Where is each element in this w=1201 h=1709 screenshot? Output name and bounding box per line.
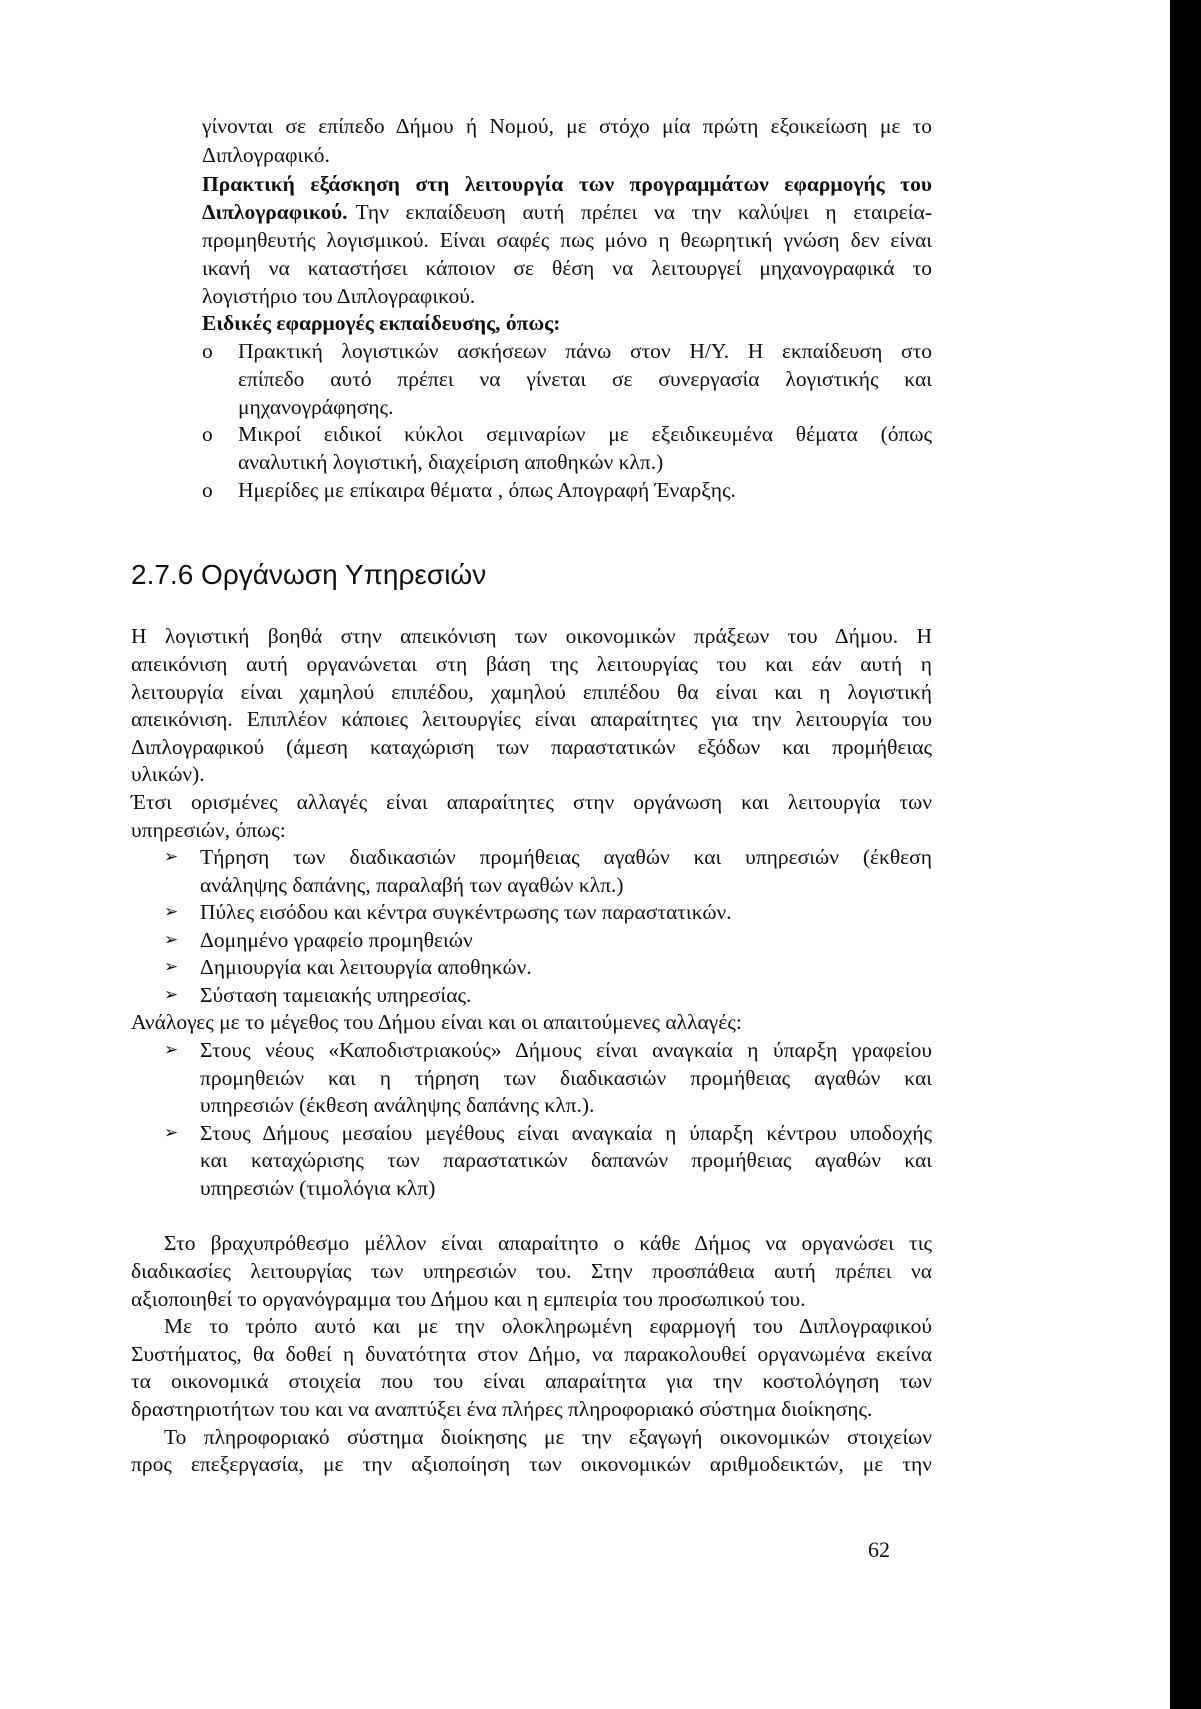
arrow-bullet-icon: ➢ <box>164 1123 179 1143</box>
bullet-text: Πρακτική λογιστικών ασκήσεων πάνω στον Η/Υ. Η εκπαίδευση στο <box>238 339 932 363</box>
arrow-bullet-icon: ➢ <box>164 847 179 867</box>
arrow-bullet-icon: ➢ <box>164 930 179 950</box>
text-line: λογιστήριο του Διπλογραφικού. <box>202 284 476 308</box>
text-line: τα οικονομικά στοιχεία που του είναι απαραίτητα για την κοστολόγηση των <box>131 1369 932 1393</box>
text-line: υπηρεσιών, όπως: <box>131 818 286 842</box>
text-line: Συστήματος, θα δοθεί η δυνατότητα στον Δήμο, να παρακολουθεί οργανωμένα εκείνα <box>131 1342 932 1366</box>
bullet-text: Σύσταση ταμειακής υπηρεσίας. <box>200 983 472 1007</box>
bullet-text: αναλυτική λογιστική, διαχείριση αποθηκών κλπ.) <box>238 450 664 474</box>
text-line: υλικών). <box>131 762 205 786</box>
section-heading: 2.7.6 Οργάνωση Υπηρεσιών <box>131 559 487 590</box>
bold-text-line: Πρακτική εξάσκηση στη λειτουργία των προγραμμάτων εφαρμογής του <box>202 172 932 196</box>
text-line: Έτσι ορισμένες αλλαγές είναι απαραίτητες στην οργάνωση και λειτουργία των <box>131 790 932 814</box>
text-line: Διπλογραφικού (άμεση καταχώριση των παραστατικών εξόδων και προμήθειας <box>131 735 932 759</box>
text-line: απεικόνιση. Επιπλέον κάποιες λειτουργίες είναι απαραίτητες για την λειτουργία του <box>131 707 932 731</box>
text-line: Ανάλογες με το μέγεθος του Δήμου είναι και οι απαιτούμενες αλλαγές: <box>131 1010 742 1034</box>
bullet-text: προμηθειών και η τήρηση των διαδικασιών προμήθειας αγαθών και <box>200 1066 932 1090</box>
text-line: Με το τρόπο αυτό και με την ολοκληρωμένη εφαρμογή του Διπλογραφικού <box>164 1314 932 1338</box>
arrow-bullet-icon: ➢ <box>164 985 179 1005</box>
subsection-heading: Ειδικές εφαρμογές εκπαίδευσης, όπως: <box>202 311 561 335</box>
text-line: προς επεξεργασία, με την αξιοποίηση των οικονομικών αριθμοδεικτών, με την <box>131 1452 932 1476</box>
bullet-text: υπηρεσιών (τιμολόγια κλπ) <box>200 1176 436 1200</box>
arrow-bullet-icon: ➢ <box>164 957 179 977</box>
text-line: γίνονται σε επίπεδο Δήμου ή Νομού, με στόχο μία πρώτη εξοικείωση με το <box>202 114 932 138</box>
bullet-text: Ημερίδες με επίκαιρα θέματα , όπως Απογραφή Έναρξης. <box>238 478 736 502</box>
text-line: Στο βραχυπρόθεσμο μέλλον είναι απαραίτητο ο κάθε Δήμος να οργανώσει τις <box>164 1231 932 1255</box>
text-line: Διπλογραφικό. <box>202 143 330 167</box>
bullet-text: Πύλες εισόδου και κέντρα συγκέντρωσης των παραστατικών. <box>200 900 732 924</box>
arrow-bullet-icon: ➢ <box>164 902 179 922</box>
bold-text: Διπλογραφικού. <box>202 200 348 224</box>
text-line: Η λογιστική βοηθά στην απεικόνιση των οικονομικών πράξεων του Δήμου. Η <box>131 624 932 648</box>
page-number: 62 <box>868 1537 890 1562</box>
bullet-text: Τήρηση των διαδικασιών προμήθειας αγαθών και υπηρεσιών (έκθεση <box>200 845 932 869</box>
bullet-marker: o <box>202 422 213 446</box>
text-line: Το πληροφοριακό σύστημα διοίκησης με την εξαγωγή οικονομικών στοιχείων <box>164 1425 932 1449</box>
text-line: αξιοποιηθεί το οργανόγραμμα του Δήμου και η εμπειρία του προσωπικού του. <box>131 1287 806 1311</box>
bullet-text: ανάληψης δαπάνης, παραλαβή των αγαθών κλπ.) <box>200 873 624 897</box>
text-line: απεικόνιση αυτή οργανώνεται στη βάση της λειτουργίας του και εάν αυτή η <box>131 652 932 676</box>
bullet-text: Δομημένο γραφείο προμηθειών <box>200 928 473 952</box>
bullet-text: Στους νέους «Καποδιστριακούς» Δήμους είναι αναγκαία η ύπαρξη γραφείου <box>200 1038 932 1062</box>
bullet-text: υπηρεσιών (έκθεση ανάληψης δαπάνης κλπ.). <box>200 1093 595 1117</box>
bullet-text: Μικροί ειδικοί κύκλοι σεμιναρίων με εξειδικευμένα θέματα (όπως <box>238 422 932 446</box>
bullet-text: και καταχώρισης των παραστατικών δαπανών προμήθειας αγαθών και <box>200 1148 932 1172</box>
text-line: διαδικασίες λειτουργίας των υπηρεσιών του. Στην προσπάθεια αυτή πρέπει να <box>131 1259 932 1283</box>
text-line <box>202 198 932 226</box>
text-line: λειτουργία είναι χαμηλού επιπέδου, χαμηλού επιπέδου θα είναι και η λογιστική <box>131 680 932 704</box>
text: Την εκπαίδευση αυτή πρέπει να την καλύψει η εταιρεία- <box>355 200 932 224</box>
bullet-text: Δημιουργία και λειτουργία αποθηκών. <box>200 955 532 979</box>
bullet-text: μηχανογράφησης. <box>238 395 394 419</box>
arrow-bullet-icon: ➢ <box>164 1040 179 1060</box>
bullet-marker: o <box>202 478 213 502</box>
bullet-text: επίπεδο αυτό πρέπει να γίνεται σε συνεργασία λογιστικής και <box>238 367 932 391</box>
text-line: ικανή να καταστήσει κάποιον σε θέση να λειτουργεί μηχανογραφικά το <box>202 256 932 280</box>
bullet-marker: o <box>202 339 213 363</box>
bullet-text: Στους Δήμους μεσαίου μεγέθους είναι αναγκαία η ύπαρξη κέντρου υποδοχής <box>200 1121 932 1145</box>
text-line: προμηθευτής λογισμικού. Είναι σαφές πως μόνο η θεωρητική γνώση δεν είναι <box>202 228 932 252</box>
text-line: δραστηριοτήτων του και να αναπτύξει ένα πλήρες πληροφοριακό σύστημα διοίκησης. <box>131 1397 873 1421</box>
